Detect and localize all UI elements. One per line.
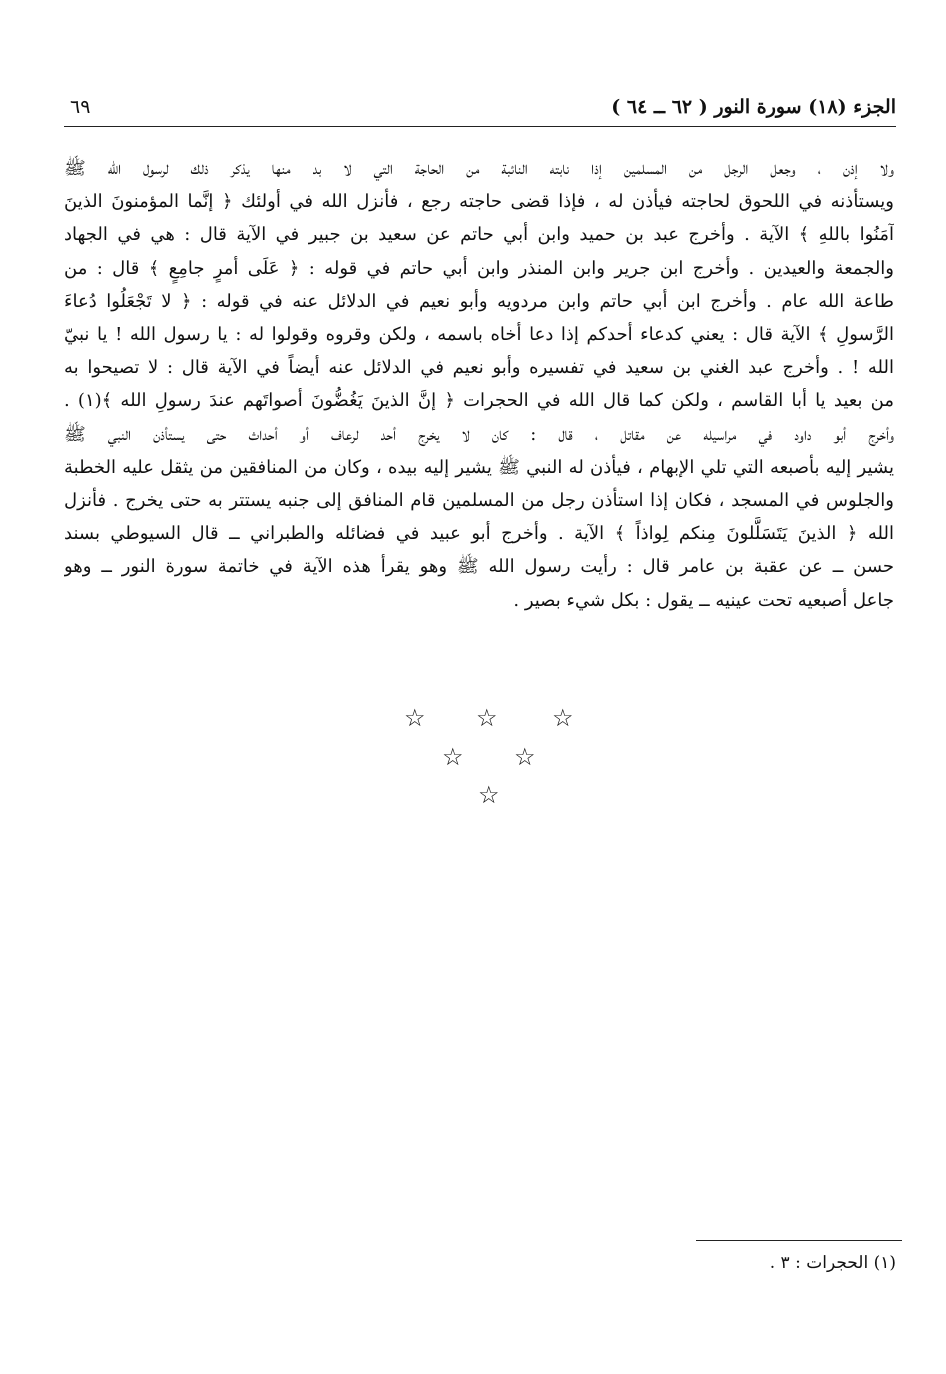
section-divider-stars (0, 700, 946, 820)
text-line: جاعل أصبعيه تحت عينيه ــ يقول : بكل شيء بصير . (513, 589, 894, 611)
text-line: الله ﴿ الذينَ يَتَسَلَّلونَ مِنكم لِواذاً ﴾ الآية . وأخرج أبو عبيد في فضائله والطبراني ــ قال السيوطي بسند (64, 523, 894, 545)
body-text (64, 152, 894, 617)
text-line: من بعيد يا أبا القاسم ، ولكن كما قال الله في الحجرات ﴿ إنَّ الذينَ يَغُضُّونَ أصواتَهم عندَ رسولِ الله ﴾(١) . (64, 390, 894, 412)
text-line: حسن ــ عن عقبة بن عامر قال : رأيت رسول الله ﷺ وهو يقرأ هذه الآية في خاتمة سورة النور ــ وهو (64, 556, 894, 578)
star-icon: ☆ (404, 704, 426, 732)
text-line: الله ! . وأخرج عبد الغني بن سعيد في تفسيره وأبو نعيم في الدلائل عنه أيضاً في الآية قال : لا تصيحوا به (64, 357, 894, 379)
star-icon: ☆ (514, 743, 536, 771)
text-line: آمَنُوا باللهِ ﴾ الآية . وأخرج عبد بن حميد وابن أبي حاتم عن سعيد بن جبير في الآية قال : هي في الجهاد (64, 224, 894, 246)
text-line: وأخرج أبو داود في مراسيله عن مقاتل ، قال : كان لا يخرج أحد لرعاف أو أحداث حتى يستأذن النبي ﷺ (64, 423, 894, 445)
text-line: طاعة الله عام . وأخرج ابن أبي حاتم وابن مردويه وأبو نعيم في الدلائل عنه في قوله : ﴿ لا تَجْعَلُوا دُعاءَ (64, 290, 894, 312)
text-line: يشير إليه بأصبعه التي تلي الإبهام ، فيأذن له النبي ﷺ يشير إليه بيده ، وكان من المنافقين من يثقل عليه الخطبة (64, 456, 894, 478)
running-title: الجزء (١٨) سورة النور ( ٦٢ ــ ٦٤ ) (611, 96, 896, 118)
text-line: الرَّسولِ ﴾ الآية قال : يعني كدعاء أحدكم إذا دعا أخاه باسمه ، ولكن وقروه وقولوا له : يا رسول الله ! يا نبيّ (64, 324, 894, 346)
text-line: والجمعة والعيدين . وأخرج ابن جرير وابن المنذر وابن أبي حاتم في قوله : ﴿ عَلَى أمرٍ جامِعٍ ﴾ قال : من (64, 257, 894, 279)
text-line: ولا إذن ، وجعل الرجل من المسلمين إذا نابته النائبة من الحاجة التي لا بد منها يذكر ذلك لرسول الله ﷺ (64, 158, 894, 179)
footnote: (١) الحجرات : ٣ . (769, 1253, 896, 1273)
star-icon: ☆ (476, 704, 498, 732)
star-icon: ☆ (552, 704, 574, 732)
page-header (64, 96, 896, 127)
text-line: ويستأذنه في اللحوق لحاجته فيأذن له ، فإذا قضى حاجته رجع ، فأنزل الله في أولئك ﴿ إنَّما المؤمنونَ الذينَ (64, 191, 894, 213)
page-number: ٦٩ (70, 96, 91, 118)
star-icon: ☆ (442, 743, 464, 771)
footnote-separator (696, 1240, 902, 1241)
star-icon: ☆ (478, 781, 500, 809)
text-line: والجلوس في المسجد ، فكان إذا استأذن رجل من المسلمين قام المنافق إلى جنبه يستتر به حتى يخرج . فأنزل (64, 490, 894, 512)
